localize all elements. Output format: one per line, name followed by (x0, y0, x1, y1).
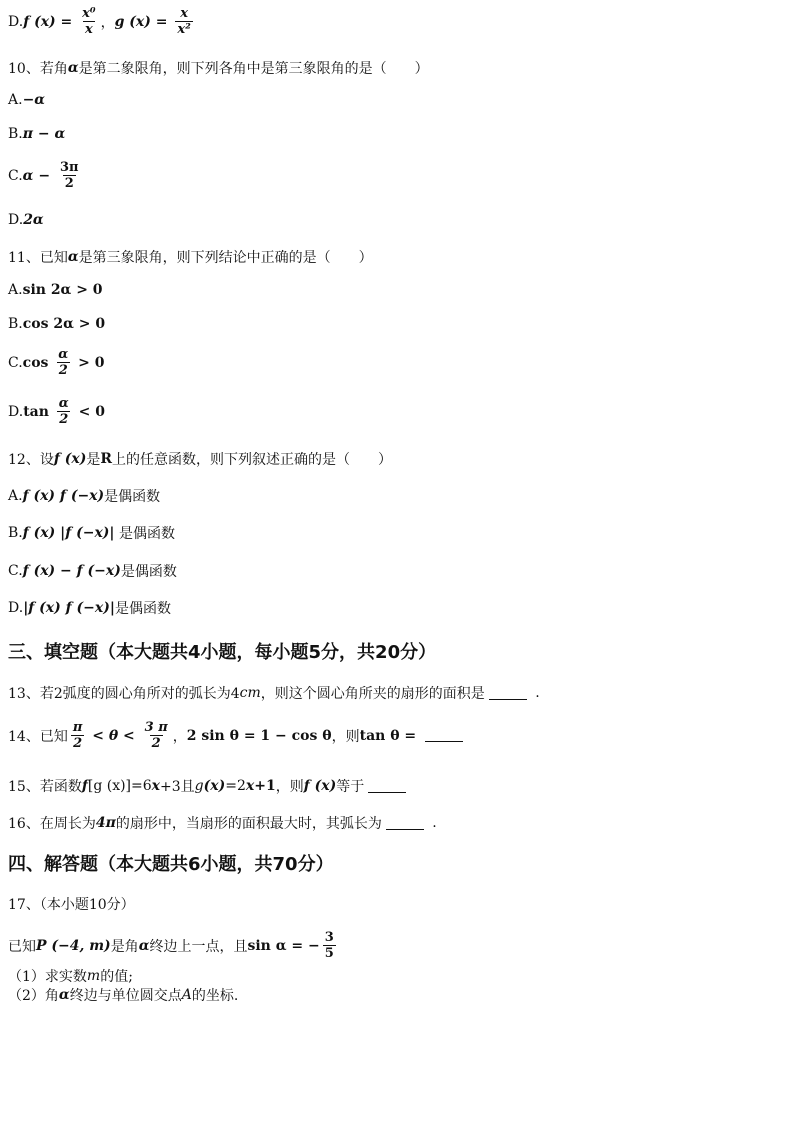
q9-option-d: D. f (x) = $\frac{\text{x⁰}}{x}$ ， g (x) = $\frac{x}{\text{x²}}$ (8, 6, 191, 37)
q17-part-1: （1）求实数 m 的值; (8, 968, 133, 985)
answer-blank[interactable] (368, 780, 406, 793)
q12-option-d: D. |f (x) f (−x)| 是偶函数 (8, 600, 171, 617)
fraction: $\frac{3}{5}$ (324, 930, 334, 961)
fraction-f: $\frac{\text{x⁰}}{x}$ (82, 6, 96, 37)
math-gx: g (x) = (114, 13, 173, 30)
q12-stem: 12、设 f (x) 是 R 上的任意函数，则下列叙述正确的是（ ） (8, 451, 392, 468)
section-heading-solve: 四、解答题（本大题共6小题，共70分） (8, 854, 334, 875)
q17-stem: 已知 P (−4, m) 是角 α 终边上一点，且 sin α = − $\frac{3}{5}$ (8, 930, 334, 961)
q10-option-a: A. −α (8, 92, 46, 108)
q10-option-c: C. α − $\frac{3\pi}{2}$ (8, 160, 79, 191)
q15: 15、若函数 f [g (x)]=6 x +3且 g (x) =2 x +1 ，则 f (x) 等于 (8, 776, 410, 796)
q11-option-a: A. sin 2α > 0 (8, 282, 103, 298)
q10-stem: 10、若角 α 是第二象限角，则下列各角中是第三象限角的是（ ） (8, 60, 429, 77)
math-fx: f (x) = (23, 13, 78, 30)
q17-part-2: （2）角 α 终边与单位圆交点 A 的坐标. (8, 987, 239, 1004)
option-label: D. (8, 13, 24, 30)
fraction: $\frac{3\pi}{2}$ (59, 160, 79, 191)
fraction: $\frac{3 \pi}{2}$ (144, 720, 168, 751)
q11-option-d: D. tan $\frac{\alpha}{2}$ < 0 (8, 396, 106, 427)
answer-blank[interactable] (489, 687, 527, 700)
answer-blank[interactable] (386, 817, 424, 830)
q11-option-c: C. cos $\frac{\alpha}{2}$ > 0 (8, 347, 105, 378)
q11-option-b: B. cos 2α > 0 (8, 316, 106, 332)
q10-option-d: D. 2α (8, 212, 44, 228)
q17-title: 17、（本小题10分） (8, 897, 135, 913)
q12-option-b: B. f (x) |f (−x)| 是偶函数 (8, 525, 175, 542)
fraction: $\frac{\pi}{2}$ (72, 720, 83, 751)
q16: 16、在周长为 4π 的扇形中，当扇形的面积最大时，其弧长为 . (8, 815, 437, 832)
q12-option-a: A. f (x) f (−x) 是偶函数 (8, 488, 161, 505)
q12-option-c: C. f (x) − f (−x) 是偶函数 (8, 563, 177, 580)
fraction: $\frac{\alpha}{2}$ (58, 347, 69, 378)
q11-stem: 11、已知 α 是第三象限角，则下列结论中正确的是（ ） (8, 249, 373, 266)
q10-option-b: B. π − α (8, 126, 66, 142)
section-heading-fill-in: 三、填空题（本大题共4小题，每小题5分，共20分） (8, 642, 437, 663)
q13: 13、若2弧度的圆心角所对的弧长为4 cm ，则这个圆心角所夹的扇形的面积是 . (8, 685, 540, 702)
q14: 14、已知 $\frac{\pi}{2}$ < θ < $\frac{3 \pi}{2}$ ， 2 sin θ = 1 − cos θ ，则 tan θ = (8, 720, 467, 751)
answer-blank[interactable] (425, 729, 463, 742)
fraction: $\frac{\alpha}{2}$ (58, 396, 69, 427)
fraction-g: $\frac{x}{\text{x²}}$ (177, 6, 191, 37)
